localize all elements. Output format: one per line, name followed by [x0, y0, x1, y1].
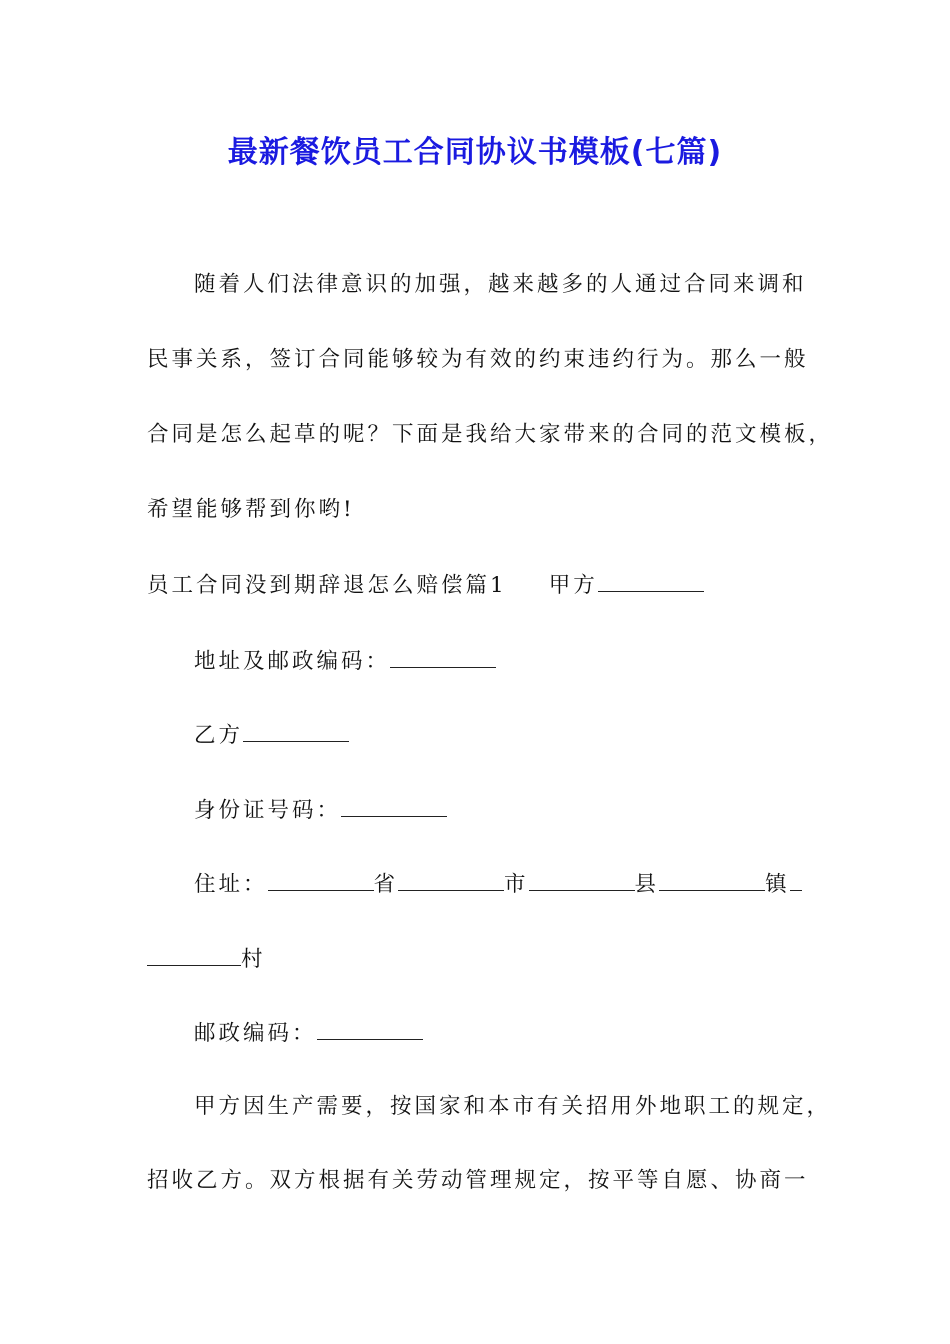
id-blank[interactable]	[341, 794, 447, 817]
village-label: 村	[241, 947, 266, 972]
id-line	[194, 794, 447, 826]
party-a-blank[interactable]	[598, 569, 704, 592]
postcode-label: 邮政编码：	[194, 1021, 317, 1046]
village-blank[interactable]	[147, 943, 241, 966]
section-heading-line	[147, 569, 704, 601]
document-title: 最新餐饮员工合同协议书模板(七篇)	[227, 135, 723, 170]
id-label: 身份证号码：	[194, 798, 342, 823]
village-blank-start[interactable]	[790, 868, 802, 891]
county-blank[interactable]	[529, 868, 635, 891]
intro-line-2: 民事关系，签订合同能够较为有效的约束违约行为。那么一般	[147, 347, 809, 372]
postcode-blank[interactable]	[317, 1017, 423, 1040]
party-b-label: 乙方	[194, 723, 244, 748]
intro-line-3: 合同是怎么起草的呢？下面是我给大家带来的合同的范文模板，	[147, 422, 834, 447]
village-line	[147, 943, 266, 975]
province-label: 省	[373, 872, 399, 897]
intro-line-4: 希望能够帮到你哟!	[147, 497, 355, 522]
postcode-line	[194, 1017, 423, 1049]
city-blank[interactable]	[398, 868, 504, 891]
residence-label: 住址：	[194, 872, 268, 897]
address-blank[interactable]	[390, 645, 496, 668]
party-b-blank[interactable]	[243, 719, 349, 742]
section-heading: 员工合同没到期辞退怎么赔偿篇1	[147, 573, 507, 598]
county-label: 县	[634, 872, 660, 897]
town-label: 镇	[765, 872, 790, 897]
residence-line	[194, 868, 802, 900]
body-line-2: 招收乙方。双方根据有关劳动管理规定，按平等自愿、协商一	[147, 1168, 809, 1193]
party-b-line	[194, 719, 349, 751]
body-line-1: 甲方因生产需要，按国家和本市有关招用外地职工的规定，	[194, 1094, 832, 1119]
intro-line-1: 随着人们法律意识的加强，越来越多的人通过合同来调和	[194, 272, 807, 297]
party-a-label: 甲方	[548, 573, 598, 598]
address-label: 地址及邮政编码：	[194, 649, 391, 674]
province-blank[interactable]	[268, 868, 374, 891]
town-blank[interactable]	[659, 868, 765, 891]
city-label: 市	[504, 872, 529, 897]
address-line	[194, 645, 496, 677]
